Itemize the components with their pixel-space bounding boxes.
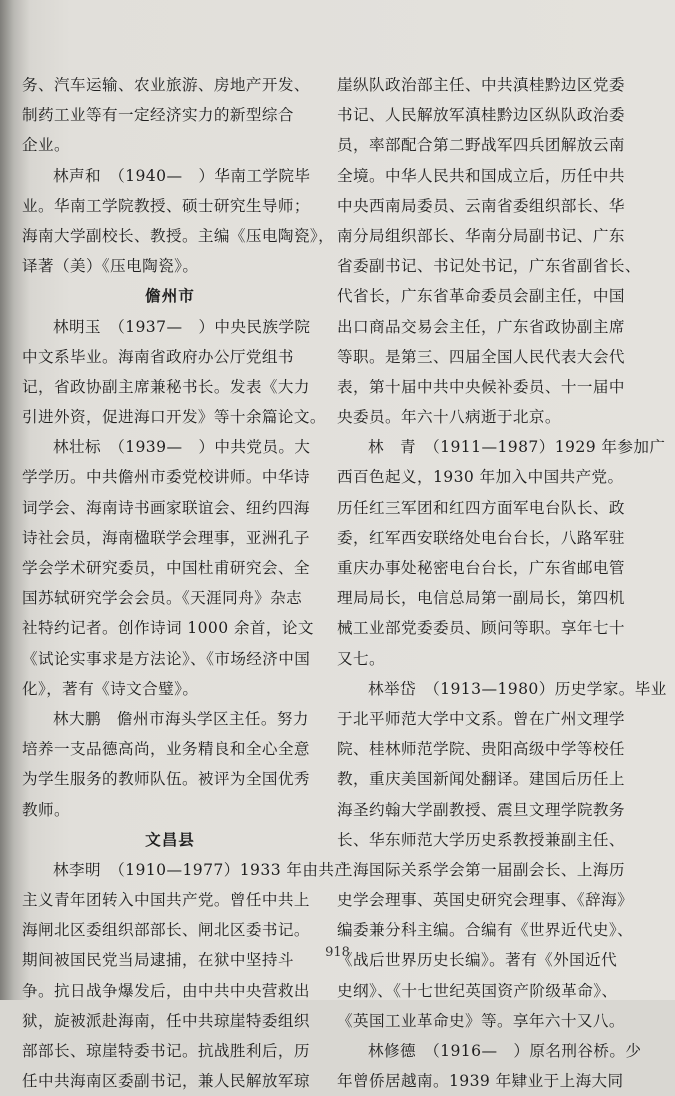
text-line: 崖纵队政治部主任、中共滇桂黔边区党委: [337, 76, 625, 94]
text-line: 史纲》、《十七世纪英国资产阶级革命》、: [337, 981, 618, 1000]
text-line: 西百色起义，1930 年加入中国共产党。: [337, 468, 624, 487]
text-line: 上海国际关系学会第一届副会长、上海历: [337, 860, 625, 879]
text-line: 记，省政协副主席兼秘书长。发表《大力: [22, 377, 310, 396]
text-line: 林明玉 （1937— ）中央民族学院: [53, 317, 311, 336]
text-line: 院、桂林师范学院、贵阳高级中学等校任: [337, 740, 625, 759]
text-line: 省委副书记、书记处书记，广东省副省长、: [337, 257, 641, 276]
text-line: 史学会理事、英国史研究会理事、《辞海》: [337, 891, 634, 910]
text-line: 林大鹏 儋州市海头学区主任。努力: [53, 709, 309, 728]
text-line: 化》，著有《诗文合璧》。: [22, 679, 199, 698]
page-number: 918: [325, 945, 350, 960]
text-line: 于北平师范大学中文系。曾在广州文理学: [337, 709, 625, 728]
text-line: 林壮标 （1939— ）中共党员。大: [53, 438, 311, 457]
text-line: 出口商品交易会主任，广东省政协副主席: [337, 317, 625, 336]
text-line: 制药工业等有一定经济实力的新型综合: [22, 106, 294, 125]
text-line: 《战后世界历史长编》。著有《外国近代: [337, 951, 618, 970]
text-line: 央委员。年六十八病逝于北京。: [337, 408, 561, 427]
text-line: 期间被国民党当局逮捕，在狱中坚持斗: [22, 951, 294, 970]
text-line: 代省长，广东省革命委员会副主任，中国: [337, 287, 625, 306]
text-line: 长、华东师范大学历史系教授兼副主任、: [337, 830, 625, 849]
text-line: 林举岱 （1913—1980）历史学家。毕业: [368, 679, 667, 698]
text-line: 南分局组织部长、华南分局副书记、广东: [337, 226, 625, 245]
text-line: 等职。是第三、四届全国人民代表大会代: [337, 347, 625, 366]
text-line: 为学生服务的教师队伍。被评为全国优秀: [22, 770, 310, 789]
text-line: 历任红三军团和红四方面军电台队长、政: [337, 498, 625, 517]
text-line: 林 青 （1911—1987）1929 年参加广: [368, 438, 666, 457]
text-line: 表，第十届中共中央候补委员、十一届中: [337, 377, 625, 396]
text-line: 诗社会员，海南楹联学会理事，亚洲孔子: [22, 528, 310, 547]
text-line: 编委兼分科主编。合编有《世界近代史》、: [337, 921, 634, 940]
text-line: 械工业部党委委员、顾问等职。享年七十: [337, 619, 625, 638]
text-line: 译著（美）《压电陶瓷》。: [22, 257, 199, 276]
text-line: 任中共海南区委副书记，兼人民解放军琼: [22, 1072, 310, 1091]
text-line: 林李明 （1910—1977）1933 年由共产: [53, 860, 351, 879]
text-line: 部部长、琼崖特委书记。抗战胜利后，历: [22, 1042, 310, 1060]
text-line: 重庆办事处秘密电台台长，广东省邮电管: [337, 559, 625, 577]
text-line: 培养一支品德高尚，业务精良和全心全意: [22, 740, 310, 759]
text-line: 务、汽车运输、农业旅游、房地产开发、: [22, 76, 310, 94]
text-line: 员，率部配合第二野战军四兵团解放云南: [337, 136, 625, 155]
text-line: 委，红军西安联络处电台台长，八路军驻: [337, 528, 625, 547]
text-line: 中央西南局委员、云南省委组织部长、华: [337, 196, 625, 215]
text-line: 学会学术研究委员，中国杜甫研究会、全: [22, 559, 310, 577]
text-line: 海圣约翰大学副教授、震旦文理学院教务: [337, 800, 625, 819]
text-line: 词学会、海南诗书画家联谊会、纽约四海: [22, 498, 310, 517]
text-line: 《英国工业革命史》等。享年六十又八。: [337, 1011, 625, 1030]
text-line: 狱，旋被派赴海南，任中共琼崖特委组织: [22, 1011, 310, 1030]
text-line: 学学历。中共儋州市委党校讲师。中华诗: [22, 468, 310, 487]
section-heading: 儋州市: [145, 286, 195, 306]
text-line: 业。华南工学院教授、硕士研究生导师；: [22, 196, 310, 215]
text-line: 书记、人民解放军滇桂黔边区纵队政治委: [337, 106, 625, 125]
section-heading: 文昌县: [145, 829, 195, 849]
text-line: 教，重庆美国新闻处翻译。建国后历任上: [337, 770, 625, 789]
text-line: 中文系毕业。海南省政府办公厅党组书: [22, 347, 294, 366]
text-line: 企业。: [22, 136, 70, 155]
text-line: 引进外资，促进海口开发》等十余篇论文。: [22, 408, 326, 427]
text-line: 社特约记者。创作诗词 1000 余首，论文: [22, 619, 314, 638]
text-line: 争。抗日战争爆发后，由中共中央营救出: [22, 981, 310, 1000]
text-line: 全境。中华人民共和国成立后，历任中共: [337, 166, 625, 185]
text-line: 又七。: [337, 649, 385, 668]
text-line: 林声和 （1940— ）华南工学院毕: [53, 166, 311, 185]
text-line: 理局局长，电信总局第一副局长，第四机: [337, 589, 625, 608]
text-line: 教师。: [22, 800, 70, 819]
text-line: 林修德 （1916— ）原名刑谷桥。少: [368, 1042, 642, 1060]
text-line: 海闸北区委组织部部长、闸北区委书记。: [22, 921, 310, 940]
text-line: 《试论实事求是方法论》、《市场经济中国: [22, 649, 311, 668]
text-line: 海南大学副校长、教授。主编《压电陶瓷》，: [22, 226, 335, 245]
right-column: [337, 70, 667, 1096]
text-line: 主义青年团转入中国共产党。曾任中共上: [22, 891, 310, 910]
text-line: 年曾侨居越南。1939 年肄业于上海大同: [337, 1072, 624, 1091]
text-line: 国苏轼研究学会会员。《天涯同舟》杂志: [22, 589, 303, 608]
